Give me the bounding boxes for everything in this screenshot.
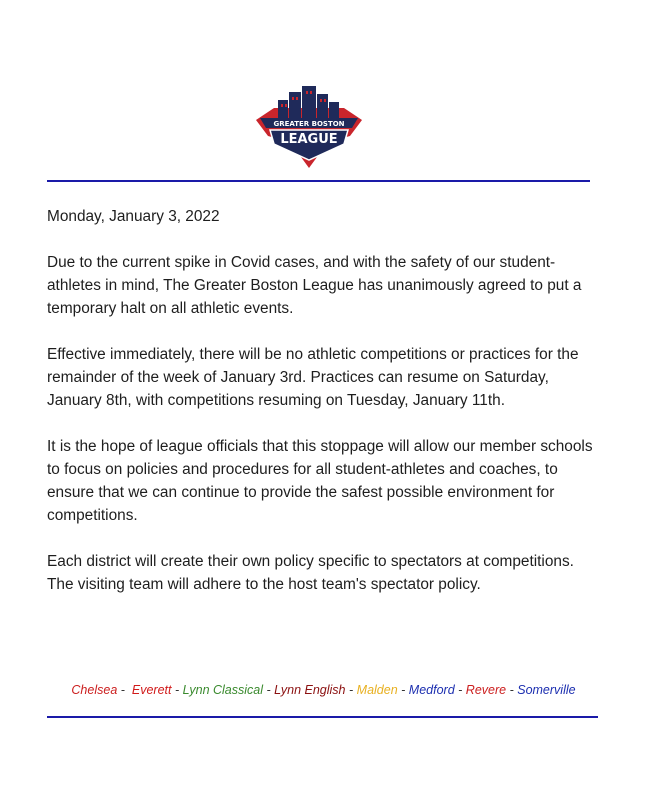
town-name: Medford bbox=[408, 683, 455, 697]
greater-boston-league-logo bbox=[252, 80, 366, 172]
town-name: Everett bbox=[131, 683, 172, 697]
town-name: Chelsea bbox=[71, 683, 118, 697]
paragraph-2: Effective immediately, there will be no athletic competitions or practices for the remainder of the week of January 3rd. Practices can resume on Saturday, January 8th, with competitions resuming on Tuesday, January 11th. bbox=[47, 346, 579, 409]
town-name: Malden bbox=[356, 683, 398, 697]
town-name: Revere bbox=[465, 683, 507, 697]
paragraph-3: It is the hope of league officials that this stoppage will allow our member schools to focus on policies and procedures for all student-athletes and coaches, to ensure that we can continue to provide the safest possible environment for competitions. bbox=[47, 438, 593, 524]
town-name: Lynn Classical bbox=[182, 683, 264, 697]
town-separator: - bbox=[458, 683, 463, 697]
member-towns bbox=[47, 683, 600, 697]
paragraph-1: Due to the current spike in Covid cases, and with the safety of our student-athletes in mind, The Greater Boston League has unanimously agreed to put a temporary halt on all athletic events. bbox=[47, 254, 582, 317]
letter-body bbox=[47, 205, 600, 619]
town-separator: - bbox=[174, 683, 180, 697]
town-separator: - bbox=[266, 683, 271, 697]
logo-line1: GREATER BOSTON bbox=[273, 120, 345, 128]
town-separator: - bbox=[401, 683, 406, 697]
town-separator: - bbox=[120, 683, 125, 697]
town-separator: - bbox=[349, 683, 354, 697]
town-name: Somerville bbox=[517, 683, 576, 697]
town-name: Lynn English bbox=[274, 683, 346, 697]
letter-date: Monday, January 3, 2022 bbox=[47, 208, 220, 225]
town-separator: - bbox=[509, 683, 514, 697]
logo-line2: LEAGUE bbox=[280, 132, 338, 147]
top-divider bbox=[47, 180, 590, 182]
bottom-divider bbox=[47, 716, 598, 718]
paragraph-4: Each district will create their own policy specific to spectators at competitions. The visiting team will adhere to the host team's spectator policy. bbox=[47, 553, 574, 593]
